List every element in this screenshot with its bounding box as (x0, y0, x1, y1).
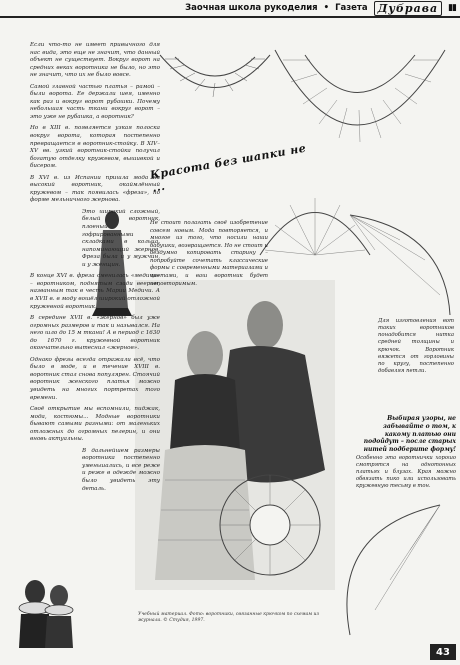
styling-text: Особенно эта воротнички хорошо смотрятся на однотонных платьях и блузах. Края можно обвязать пико или использовать кружевную тесьму в тон. (356, 455, 456, 490)
page-number: 43 (430, 644, 456, 660)
materials-text: Для изготовления вот таких воротников понадобится нитка средней толщины и крючок. Воротник вяжется от горловины по кругу, постепенно добавляя петли. (378, 318, 454, 374)
header-ornament-icon: ▮▮ (448, 3, 456, 13)
tip-text: Выбирая узоры, не забывайте о том, к какому платью они подойдут – после старых нитей подберите форму! (363, 415, 456, 454)
article-paragraph: Однако фрезы всегда отражали всё, что было в моде, и в течение XVIII в. воротник стал снова популярен. Стоячий воротник женского платья можно увидеть на многих портретах того времени. (30, 356, 160, 401)
article-paragraph: В конце XVI в. фреза сменилась «медичи» – воротником, поднятым сзади веером, названным так в честь Марии Медичи. А в XVII в. в моду вошёл широкий отложной кружевной воротник. (30, 273, 160, 310)
newspaper-logo: Дубрава (374, 1, 442, 16)
history-article (30, 42, 160, 642)
collar-diagram-bottom-right-icon (330, 500, 450, 640)
page-header (0, 0, 460, 18)
gazette-label: Газета (335, 3, 368, 13)
article-paragraph: Но в XIII в. появляется узкая полоска вокруг ворота, которая постепенно превращается в воротник-стойку. В XIV–XV вв. узкий воротник-стойка получил богатую отделку кружевом, вышивкой и бисером. (30, 125, 160, 170)
photo-caption: Учебный материал. Фото: воротники, связанные крючком по схемам из журнала. © Студия, 1997. (138, 612, 320, 623)
article-paragraph: Самой главной частью платья – рамой – были ворота. Ее держали шея, именно как раз и вокруг ворот рубашки. Почему небольшая часть ткани вокруг ворот – это уже не рубашка, а воротник? (30, 83, 160, 120)
article-paragraph: В дальнейшем размеры воротника постепенно уменьшались, и все реже и реже в одежде можно было увидеть эту деталь. (82, 447, 160, 492)
article-paragraph: В XVI в. из Испании пришла мода на высокий воротник, окаймлённый кружевом – так появилась «фреза», по форме мельничного жернова. (30, 174, 160, 204)
section-title: Заочная школа рукоделия (185, 3, 318, 13)
article-paragraph: Если что-то не имеет привычного для нас вида, это еще не значит, что данный объект не существует. Вокруг ворот на средних веках воротника не было, но это не значит, что их не было вовсе. (30, 42, 160, 79)
collar-diagram-right-icon (345, 210, 455, 320)
article-paragraph: Это широкий сложный, белый воротник, плоеный гофрированными складками в кольца, напоминающий жернов. Фреза была и у мужчин, и у женщин. (82, 208, 160, 268)
intro-text: Не стоит полагать своё изобретение совсем новым. Мода повторяется, и многое из того, что носили наши бабушки, возвращается. Но не стоит и бездумно копировать старину – попробуйте сочетать классические формы с современными материалами и цветами, и ваш воротник будет неповторимым. (150, 220, 268, 287)
article-paragraph: В середине XVII в. «жернов» был уже огромных размеров и так и назывался. На него шло до 15 м ткани! А в период с 1630 до 1670 г. кружевной воротник окончательно вытеснил «жернов». (30, 315, 160, 352)
article-paragraph: Своё открытие мы вспомнили, пиджак, мода, костюмы... Модные воротники бывают самыми разными: от маленьких отложных до огромных пелерин, и они вновь актуальны. (30, 406, 160, 443)
header-dot: • (323, 3, 330, 13)
round-collar-diagram-icon (215, 470, 325, 600)
article-heading: Красота без шапки не ... (148, 141, 308, 195)
